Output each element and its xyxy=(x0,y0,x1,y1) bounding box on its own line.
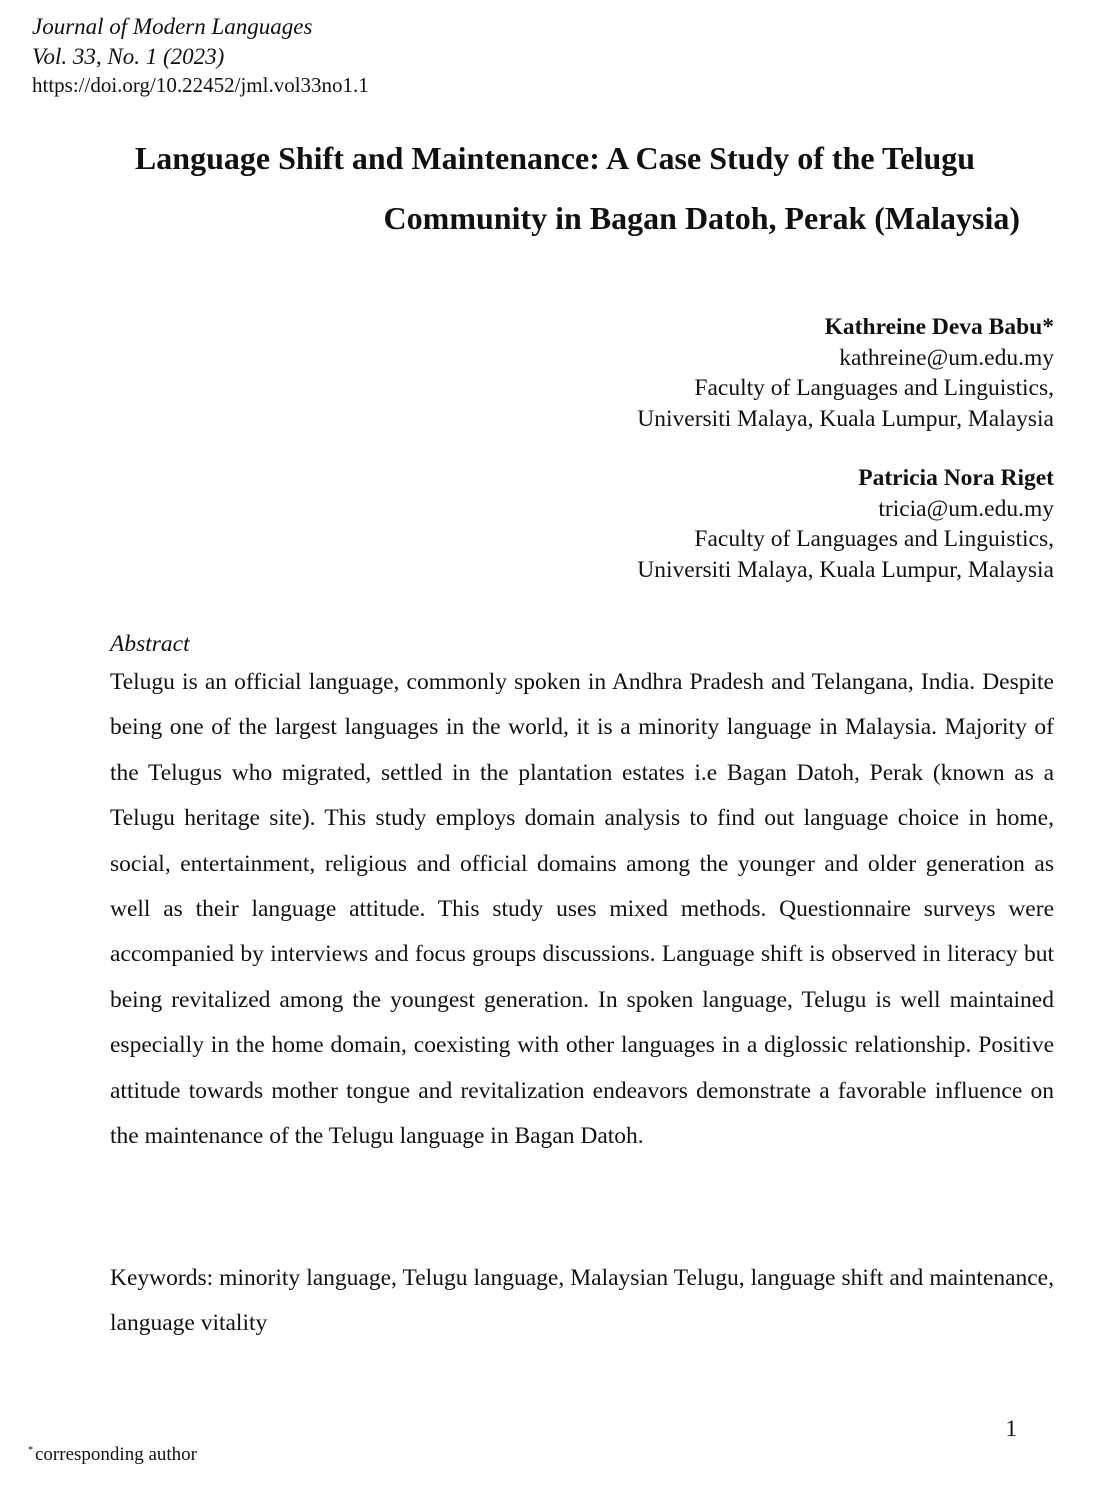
page-number: 1 xyxy=(1005,1416,1017,1441)
journal-volume: Vol. 33, No. 1 (2023) xyxy=(32,44,225,69)
author-email[interactable]: kathreine@um.edu.my xyxy=(839,344,1054,371)
journal-name: Journal of Modern Languages xyxy=(32,14,313,39)
abstract-heading: Abstract xyxy=(110,631,190,657)
footnote-mark: * xyxy=(28,1444,33,1456)
author-faculty: Faculty of Languages and Linguistics, xyxy=(694,375,1054,401)
footnote xyxy=(28,1444,197,1466)
abstract-section xyxy=(110,628,1054,1159)
doi-link[interactable]: https://doi.org/10.22452/jml.vol33no1.1 xyxy=(32,73,369,97)
title-line-2: Community in Bagan Datoh, Perak (Malaysia) xyxy=(383,200,1020,236)
author-faculty: Faculty of Languages and Linguistics, xyxy=(694,526,1054,552)
author-name: Kathreine Deva Babu* xyxy=(824,314,1054,340)
paper-title xyxy=(60,128,1050,248)
abstract-body: Telugu is an official language, commonly spoken in Andhra Pradesh and Telangana, India. Despite being one of the largest languages in the world, it is a minority language in Malaysia. Majority of the Telugus who migrated, settled in the plantation estates i.e Bagan Datoh, Perak (known as a Telugu heritage site). This study employs domain analysis to find out language choice in home, social, entertainment, religious and official domains among the younger and older generation as well as their language attitude. This study uses mixed methods. Questionnaire surveys were accompanied by interviews and focus groups discussions. Language shift is observed in literacy but being revitalized among the youngest generation. In spoken language, Telugu is well maintained especially in the home domain, coexisting with other languages in a diglossic relationship. Positive attitude towards mother tongue and revitalization endeavors demonstrate a favorable influence on the maintenance of the Telugu language in Bagan Datoh. xyxy=(110,669,1054,1150)
author-university: Universiti Malaya, Kuala Lumpur, Malaysia xyxy=(637,556,1054,583)
keywords: Keywords: minority language, Telugu language, Malaysian Telugu, language shift and maintenance, language vitality xyxy=(110,1265,1054,1337)
journal-header xyxy=(32,12,369,98)
author-block-2 xyxy=(494,463,1054,585)
author-university: Universiti Malaya, Kuala Lumpur, Malaysia xyxy=(637,405,1054,432)
author-email[interactable]: tricia@um.edu.my xyxy=(878,495,1054,522)
author-name: Patricia Nora Riget xyxy=(858,465,1054,491)
author-block-1 xyxy=(494,312,1054,434)
footnote-text: corresponding author xyxy=(35,1444,197,1465)
title-line-1: Language Shift and Maintenance: A Case Study of the Telugu xyxy=(134,140,976,176)
